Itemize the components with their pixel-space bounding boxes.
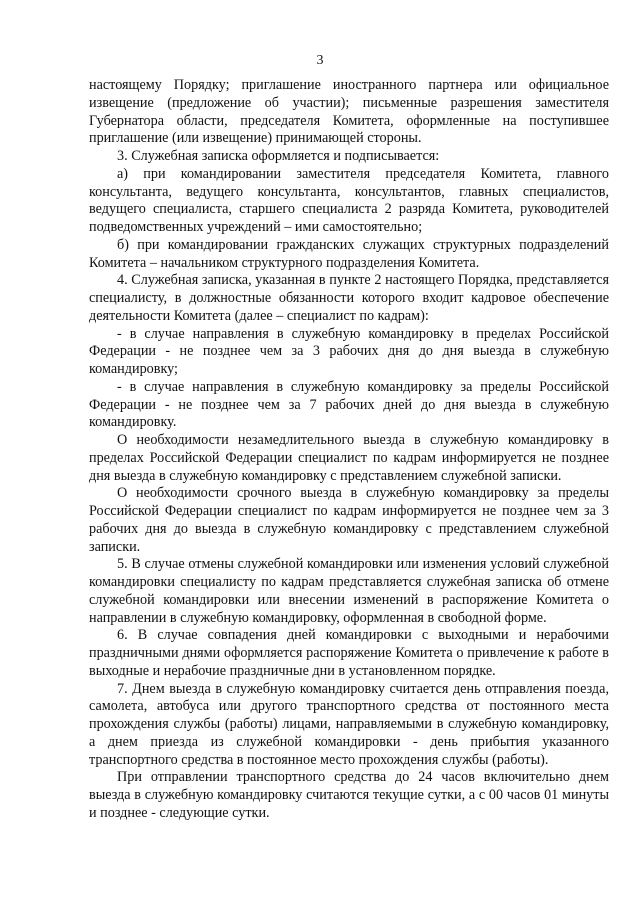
paragraph-item-3: 3. Служебная записка оформляется и подписывается: (117, 148, 440, 164)
page-number: 3 (316, 53, 324, 68)
paragraph-item-3b: б) при командировании гражданских служащих структурных подразделений Комитета – начальником структурного подразделения Комитета. (89, 236, 609, 271)
document-body (89, 77, 609, 823)
paragraph-departure-time: При отправлении транспортного средства до 24 часов включительно днем выезда в служебную командировку считаются текущие сутки, а с 00 часов 01 минуты и позднее - следующие сутки. (89, 769, 609, 821)
paragraph-item-4-abroad: - в случае направления в служебную командировку за пределы Российской Федерации - не позднее чем за 7 рабочих дней до дня выезда в служебную командировку. (89, 378, 609, 431)
paragraph-item-6: 6. В случае совпадения дней командировки с выходными и нерабочими праздничными днями оформляется распоряжение Комитета о привлечение к работе в выходные и нерабочие праздничные дни в установленном порядке. (89, 627, 609, 679)
paragraph-item-5: 5. В случае отмены служебной командировки или изменения условий служебной командировки специалисту по кадрам представляется служебная записка об отмене служебной командировки или внесении изменений в распоряжение Комитета о направлении в служебную командировку, оформленная в свободной форме. (89, 556, 609, 626)
paragraph-continuation: настоящему Порядку; приглашение иностранного партнера или официальное извещение (предложение об участии); письменные разрешения заместителя Губернатора области, председателя Комитета, оформленные на поступившее приглашение (или извещение) принимающей стороны. (89, 77, 609, 147)
paragraph-item-4-domestic: - в случае направления в служебную командировку в пределах Российской Федерации - не позднее чем за 3 рабочих дня до дня выезда в служебную командировку; (89, 325, 609, 377)
paragraph-item-7: 7. Днем выезда в служебную командировку считается день отправления поезда, самолета, автобуса или другого транспортного средства от постоянного места прохождения службы (работы) лицами, направляемыми в служебную командировку, а днем приезда из служебной командировки - день прибытия указанного транспортного средства в постоянное место прохождения службы (работы). (89, 680, 609, 768)
paragraph-urgent-domestic: О необходимости незамедлительного выезда в служебную командировку в пределах Российской Федерации специалист по кадрам информируется не позднее дня выезда в служебную командировку с представлением служебной записки. (89, 432, 609, 484)
paragraph-urgent-abroad: О необходимости срочного выезда в служебную командировку за пределы Российской Федерации специалист по кадрам информируется не позднее чем за 3 рабочих дня до выезда в служебную командировку с представлением служебной записки. (89, 485, 609, 555)
paragraph-item-3a: а) при командировании заместителя председателя Комитета, главного консультанта, ведущего консультанта, консультантов, главных специалистов, ведущего специалиста, старшего специалиста 2 разряда Комитета, руководителей подведомственных учреждений – ими самостоятельно; (89, 165, 609, 235)
paragraph-item-4: 4. Служебная записка, указанная в пункте 2 настоящего Порядка, представляется специалисту, в должностные обязанности которого входит кадровое обеспечение деятельности Комитета (далее – специалист по кадрам): (89, 272, 609, 324)
